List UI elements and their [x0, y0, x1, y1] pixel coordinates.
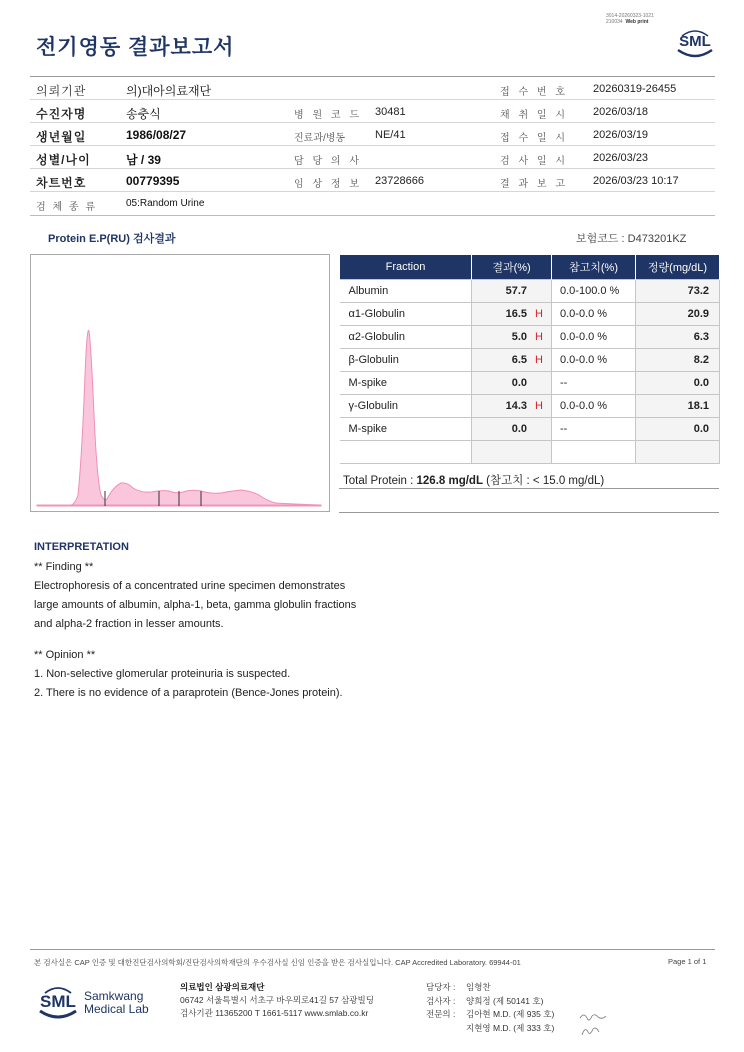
table-row: [340, 303, 720, 326]
table-row: [340, 349, 720, 372]
fraction-cell: α1-Globulin: [340, 303, 472, 326]
result-cell: [472, 395, 552, 418]
electrophoresis-graph: [30, 254, 330, 512]
finding-line: and alpha-2 fraction in lesser amounts.: [34, 618, 224, 630]
quant-cell: 0.0: [636, 372, 720, 395]
finding-title: ** Finding **: [34, 561, 94, 573]
result-value: 5.0: [511, 331, 527, 343]
staff-row: [426, 1008, 554, 1022]
brand-line-2: Medical Lab: [84, 1002, 149, 1016]
quant-cell: 6.3: [636, 326, 720, 349]
info-row-4: [30, 146, 715, 169]
divider: [339, 512, 719, 513]
table-row: [340, 441, 720, 464]
chart-no-value: 00779395: [126, 174, 180, 188]
total-protein: [343, 472, 604, 488]
quant-cell: 73.2: [636, 280, 720, 303]
table-row: [340, 326, 720, 349]
test-date-label: 검 사 일 시: [500, 156, 568, 167]
ref-cell: 0.0-0.0 %: [552, 395, 636, 418]
quant-cell: 8.2: [636, 349, 720, 372]
quant-cell: 0.0: [636, 418, 720, 441]
interpretation-heading: INTERPRETATION: [34, 541, 129, 553]
dept-value: NE/41: [375, 129, 406, 141]
table-row: [340, 372, 720, 395]
opinion-line: 2. There is no evidence of a paraprotein (Bence-Jones protein).: [34, 687, 343, 699]
hospital-code-value: 30481: [375, 106, 406, 118]
staff-row: [426, 995, 554, 1009]
receipt-no-value: 20260319-26455: [593, 83, 677, 95]
report-date-label: 결 과 보 고: [500, 179, 568, 190]
result-value: 14.3: [505, 400, 527, 412]
report-date-value: 2026/03/23 10:17: [593, 175, 679, 187]
ref-cell: --: [552, 372, 636, 395]
fraction-cell: Albumin: [340, 280, 472, 303]
ref-cell: 0.0-0.0 %: [552, 303, 636, 326]
header-ref: 참고치(%): [552, 255, 636, 280]
fraction-cell: γ-Globulin: [340, 395, 472, 418]
quant-cell: 18.1: [636, 395, 720, 418]
high-flag: H: [535, 354, 543, 366]
result-value: 6.5: [511, 354, 527, 366]
collect-date-value: 2026/03/18: [593, 106, 649, 118]
report-title: 전기영동 결과보고서: [36, 36, 235, 59]
doctor-label: 담 당 의 사: [294, 156, 362, 167]
result-value: 0.0: [511, 377, 527, 389]
contact: 검사기관 11365200 T 1661-5117 www.smlab.co.kr: [180, 1008, 369, 1018]
quant-cell: [636, 441, 720, 464]
institution-value: 의)대아의료재단: [126, 84, 212, 98]
footer-divider: [30, 949, 715, 950]
densitometry-curve: [37, 330, 321, 506]
specimen-label: 검 체 종 류: [36, 202, 97, 213]
sex-age-value: 남 / 39: [126, 153, 161, 167]
address: 06742 서울특별시 서초구 바우뫼로41길 57 삼광빌딩: [180, 995, 374, 1005]
result-cell: [472, 372, 552, 395]
result-cell: [472, 280, 552, 303]
print-code: 3014-20260323-1021: [606, 13, 654, 19]
result-value: 57.7: [505, 285, 527, 297]
table-row: [340, 418, 720, 441]
collect-date-label: 채 취 일 시: [500, 110, 568, 121]
brand-line-1: Samkwang: [84, 989, 144, 1003]
sml-logo-text: SML: [679, 33, 711, 50]
header-result: 결과(%): [472, 255, 552, 280]
fraction-cell: [340, 441, 472, 464]
birth-label: 생년월일: [36, 130, 87, 144]
result-cell: [472, 349, 552, 372]
sex-age-label: 성별/나이: [36, 153, 91, 167]
info-row-3: [30, 123, 715, 146]
opinion-line: 1. Non-selective glomerular proteinuria is suspected.: [34, 668, 291, 680]
staff-role: 검사자 :: [426, 995, 456, 1006]
insurance-code: 보험코드 : D473201KZ: [576, 233, 687, 245]
fraction-cell: α2-Globulin: [340, 326, 472, 349]
clinical-value: 23728666: [375, 175, 424, 187]
institution-label: 의뢰기관: [36, 84, 87, 98]
org-name: 의료법인 삼광의료재단: [180, 982, 265, 992]
print-info: [606, 13, 654, 25]
interpretation: [34, 538, 474, 703]
results-table: [339, 254, 720, 464]
info-row-6: [30, 192, 715, 216]
high-flag: H: [535, 331, 543, 343]
staff-role: 전문의 :: [426, 1009, 456, 1019]
result-cell: [472, 418, 552, 441]
staff-row: [426, 1022, 554, 1036]
total-prefix: Total Protein :: [343, 475, 417, 487]
staff-name: 양희정 (제 50141 호): [466, 995, 544, 1006]
staff-role: [426, 1022, 466, 1036]
specimen-value: 05:Random Urine: [126, 198, 205, 209]
info-row-1: [30, 77, 715, 100]
fraction-cell: β-Globulin: [340, 349, 472, 372]
chart-no-label: 차트번호: [36, 176, 87, 190]
staff-name: 지현영 M.D. (제 333 호): [466, 1022, 555, 1033]
ref-cell: 0.0-0.0 %: [552, 326, 636, 349]
lab-address: [180, 981, 374, 1020]
sml-logo-bottom-icon: [36, 983, 80, 1021]
brand-name: [84, 990, 149, 1016]
receipt-no-label: 접 수 번 호: [500, 87, 568, 98]
hospital-code-label: 병 원 코 드: [294, 110, 362, 121]
result-cell: [472, 441, 552, 464]
high-flag: H: [535, 308, 543, 320]
table-header-row: [340, 255, 720, 280]
footer-note: 본 검사실은 CAP 인증 및 대한진단검사의학회/진단검사의학재단의 우수검사실 신임 인증을 받은 검사실입니다. CAP Accredited Laboratory. 69944-01: [34, 958, 521, 967]
table-row: [340, 395, 720, 418]
opinion-title: ** Opinion **: [34, 649, 96, 661]
patient-value: 송충식: [126, 107, 161, 121]
fraction-cell: M-spike: [340, 418, 472, 441]
page-number: Page 1 of 1: [668, 957, 707, 966]
table-row: [340, 280, 720, 303]
total-ref: (참고치 : < 15.0 mg/dL): [482, 475, 605, 487]
finding-line: large amounts of albumin, alpha-1, beta, gamma globulin fractions: [34, 599, 357, 611]
sml-logo-bottom-text: SML: [40, 992, 76, 1011]
staff-name: 김아현 M.D. (제 935 호): [466, 1009, 555, 1019]
finding-line: Electrophoresis of a concentrated urine specimen demonstrates: [34, 580, 346, 592]
test-date-value: 2026/03/23: [593, 152, 649, 164]
sml-logo-icon: [674, 28, 716, 62]
result-cell: [472, 303, 552, 326]
staff-row: [426, 981, 554, 995]
ref-cell: 0.0-0.0 %: [552, 349, 636, 372]
result-value: 16.5: [505, 308, 527, 320]
staff-list: [426, 981, 554, 1035]
dept-label: 진료과/병동: [294, 133, 346, 144]
quant-cell: 20.9: [636, 303, 720, 326]
result-value: 0.0: [511, 423, 527, 435]
patient-info: [30, 76, 715, 216]
ref-cell: 0.0-100.0 %: [552, 280, 636, 303]
divider: [339, 488, 719, 489]
staff-role: 담당자 :: [426, 982, 456, 992]
result-cell: [472, 326, 552, 349]
high-flag: H: [535, 400, 543, 412]
signature-icon: [578, 1010, 608, 1040]
receipt-date-value: 2026/03/19: [593, 129, 649, 141]
info-row-5: [30, 169, 715, 192]
header-fraction: Fraction: [340, 255, 472, 280]
patient-label: 수진자명: [36, 107, 87, 121]
print-code-2: 210034: [606, 19, 623, 25]
birth-value: 1986/08/27: [126, 128, 187, 142]
ref-cell: [552, 441, 636, 464]
info-row-2: [30, 100, 715, 123]
clinical-label: 임 상 정 보: [294, 179, 362, 190]
header-quant: 정량(mg/dL): [636, 255, 720, 280]
print-label: Web print: [625, 19, 649, 25]
receipt-date-label: 접 수 일 시: [500, 133, 568, 144]
fraction-cell: M-spike: [340, 372, 472, 395]
total-value: 126.8 mg/dL: [416, 475, 483, 487]
section-title: Protein E.P(RU) 검사결과: [48, 233, 176, 245]
ref-cell: --: [552, 418, 636, 441]
staff-name: 임형찬: [466, 982, 491, 992]
